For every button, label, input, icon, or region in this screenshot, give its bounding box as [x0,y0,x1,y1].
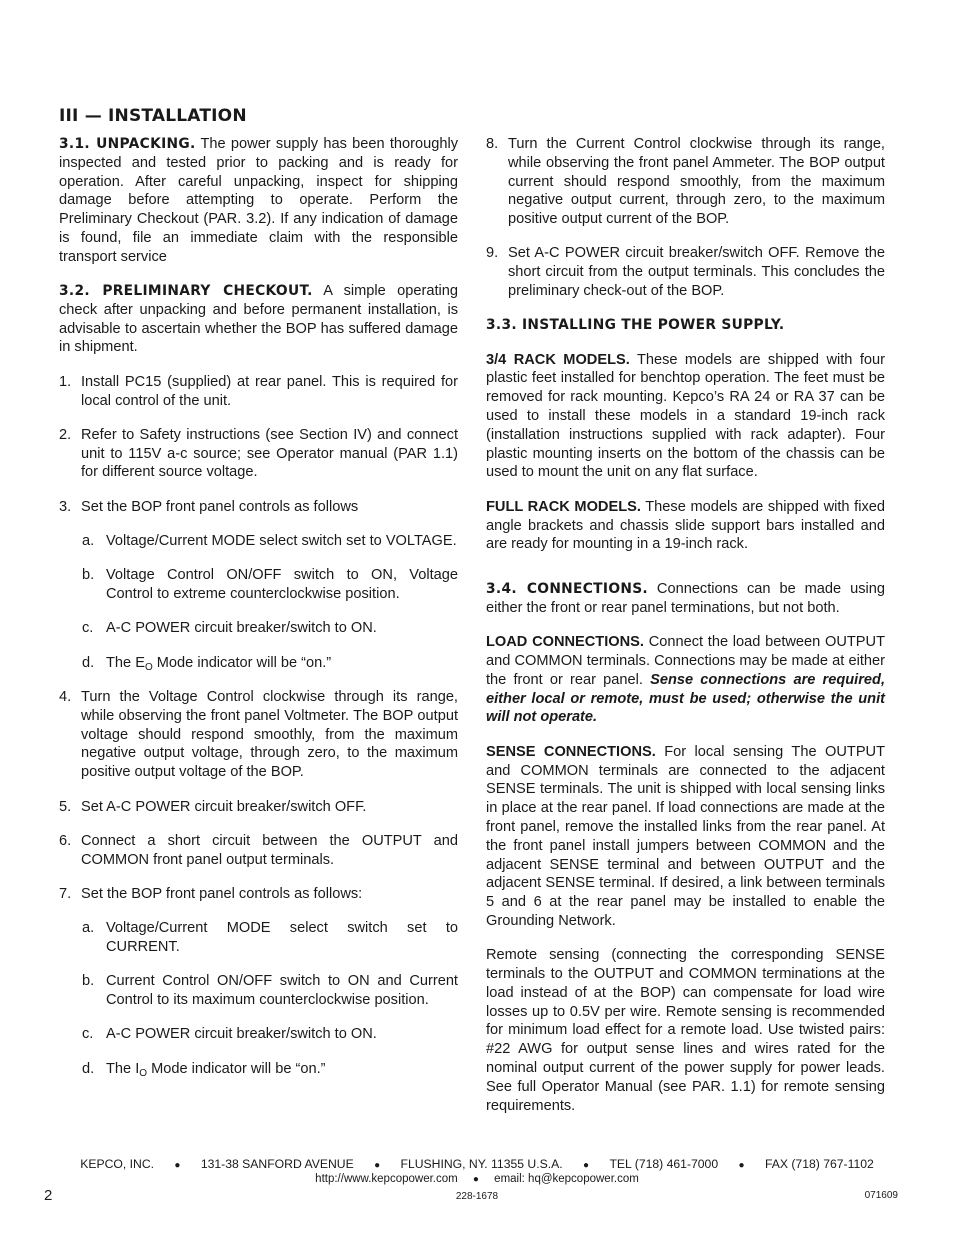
document-date-code: 071609 [864,1190,898,1201]
warning-load-connections: Sense connections are required, either local or remote, must be used; otherwise the unit will not operate. [486,671,885,726]
sub-step-letter: c. [82,1026,94,1043]
step-7 [59,885,458,904]
sub-step-text-pre: The I [106,1060,140,1077]
bullet-icon: ● [374,1160,381,1171]
sub-step-text-post: Mode indicator will be “on.” [147,1060,326,1077]
footer-city: FLUSHING, NY. 11355 U.S.A. [400,1157,563,1171]
step-6 [59,832,458,870]
step-number: 9. [486,245,499,262]
heading-sense-connections: SENSE CONNECTIONS. [486,743,656,760]
paragraph-remote-sensing [486,946,885,1115]
sub-step-letter: d. [82,654,95,671]
text-connections: Connections can be made using either the front or rear panel terminations, but not both. [486,581,885,616]
step-2 [59,426,458,482]
sub-step-text: Current Control ON/OFF switch to ON and Current Control to its maximum counterclockwise position. [106,973,458,1009]
footer-contact-line [0,1173,954,1185]
step-5 [59,798,458,817]
step-1 [59,373,458,411]
step-text: Turn the Current Control clockwise through its range, while observing the front panel Ammeter. The BOP output current should respond smoothly, from the maximum negative output current, through zero, to the maximum positive output current of the BOP. [508,136,885,228]
paragraph-sense-connections [486,743,885,931]
sub-step-text: Voltage/Current MODE select switch set to VOLTAGE. [106,533,457,550]
bullet-icon: ● [472,1174,479,1185]
heading-rack-34: 3/4 RACK MODELS. [486,351,630,368]
bullet-icon: ● [174,1160,181,1171]
paragraph-installing [486,316,885,335]
bullet-icon: ● [583,1160,590,1171]
footer-email-link[interactable]: email: hq@kepcopower.com [494,1173,639,1185]
footer-company: KEPCO, INC. [80,1157,155,1171]
footer-part-number: 228-1678 [455,1191,499,1202]
heading-preliminary-checkout: 3.2. PRELIMINARY CHECKOUT. [59,283,313,300]
sub-step-letter: b. [82,567,95,584]
heading-load-connections: LOAD CONNECTIONS. [486,634,644,651]
heading-installing: 3.3. INSTALLING THE POWER SUPPLY. [486,317,785,334]
sub-step-letter: a. [82,533,95,550]
text-full-rack: These models are shipped with fixed angle brackets and chassis slide support bars installed and are ready for mounting in a 19-inch rack. [486,498,885,553]
paragraph-preliminary-checkout [59,282,458,357]
step-number: 6. [59,832,72,849]
step-text: Set A-C POWER circuit breaker/switch OFF. [81,798,367,815]
text-sense-connections: For local sensing The OUTPUT and COMMON terminals are connected to the adjacent SENSE terminals. The unit is shipped with local sensing links in place at the rear panel. If load connections are made at the front panel, remove the installed links from the rear panel. At the front panel install jumpers between COMMON and the adjacent SENSE terminal and between OUTPUT and the adjacent SENSE terminal. If desired, a link between terminals 5 and 6 at the rear panel may be installed to enable the Grounding Network. [486,743,886,929]
paragraph-unpacking [59,135,458,267]
footer-address-line [0,1157,954,1171]
step-text: Turn the Voltage Control clockwise through its range, while observing the front panel Voltmeter. The BOP output voltage should respond smoothly, from the maximum negative output voltage, through zero, to the maximum positive output voltage of the BOP. [81,689,458,781]
step-text: Refer to Safety instructions (see Section IV) and connect unit to 115V a-c source; see Operator manual (PAR 1.1) for different source voltage. [81,426,458,481]
step-number: 1. [59,373,72,390]
sub-step-text-pre: The E [106,654,145,671]
step-number: 8. [486,136,499,152]
sub-step-letter: d. [82,1060,95,1077]
sub-step-text: A-C POWER circuit breaker/switch to ON. [106,620,377,637]
step-text: Connect a short circuit between the OUTPUT and COMMON front panel output terminals. [81,832,458,868]
sub-step-text: A-C POWER circuit breaker/switch to ON. [106,1026,377,1043]
step-9 [486,244,885,300]
heading-full-rack: FULL RACK MODELS. [486,498,641,515]
bullet-icon: ● [738,1160,745,1171]
text-unpacking: The power supply has been thoroughly inspected and tested prior to packing and is ready for operation. After careful unpacking, inspect for shipping damage before attempting to operate. Perform the Preliminary Checkout (PAR. 3.2). If any indication of damage is found, file an immediate claim with the responsible transport service [59,136,459,265]
step-3-sub-d [59,654,458,673]
step-number: 3. [59,498,72,515]
step-text: Set the BOP front panel controls as follows [81,498,359,515]
footer-web-link[interactable]: http://www.kepcopower.com [315,1173,458,1185]
step-3-sub-b [59,566,458,604]
text-rack-34: These models are shipped with four plastic feet installed for benchtop operation. The feet must be removed for rack mounting. Kepco’s RA 24 or RA 37 can be used to install these models in a standard 19-inch rack (installation instructions supplied with rack adapter). Four plastic mounting inserts on the bottom of the chassis can be used to mount the unit on any flat surface. [486,351,885,481]
sub-step-text: Voltage/Current MODE select switch set to CURRENT. [106,920,458,955]
sub-step-text [106,1061,326,1077]
paragraph-rack-34 [486,351,885,483]
sub-step-text-post: Mode indicator will be “on.” [152,654,332,671]
sub-step-letter: a. [82,920,95,937]
sub-step-text: Voltage Control ON/OFF switch to ON, Voltage Control to extreme counterclockwise position. [106,567,458,603]
step-3 [59,498,458,517]
step-text: Install PC15 (supplied) at rear panel. This is required for local control of the unit. [81,373,458,409]
step-7-sub-a [59,919,458,957]
paragraph-full-rack [486,498,885,554]
step-text: Set A-C POWER circuit breaker/switch OFF. Remove the short circuit from the output terminals. This concludes the preliminary check-out of the BOP. [508,245,885,300]
heading-connections: 3.4. CONNECTIONS. [486,581,648,598]
step-3-sub-c [59,619,458,638]
text-load-connections: Connect the load between OUTPUT and COMMON terminals. Connections may be made at either the front or rear panel. [486,634,885,688]
text-preliminary-checkout: A simple operating check after unpacking and before permanent installation, is advisable to ascertain whether the BOP has suffered damage in shipment. [59,283,459,356]
heading-unpacking: 3.1. UNPACKING. [59,136,196,152]
section-title: III — INSTALLATION [59,106,247,126]
right-column [486,135,885,1131]
left-column [59,135,458,1094]
step-7-sub-d [59,1060,458,1079]
step-number: 4. [59,689,72,706]
step-7-sub-c [59,1025,458,1044]
footer-fax: FAX (718) 767-1102 [764,1157,874,1171]
step-number: 2. [59,426,72,443]
step-3-sub-a [59,532,458,551]
paragraph-load-connections [486,633,885,727]
sub-step-text [106,655,331,671]
subscript: O [139,1067,148,1079]
footer-tel: TEL (718) 461-7000 [609,1157,719,1171]
step-number: 7. [59,885,72,902]
step-text: Set the BOP front panel controls as follows: [81,885,363,902]
sub-step-letter: b. [82,973,95,990]
page-number: 2 [44,1187,53,1204]
footer-address: 131-38 SANFORD AVENUE [200,1157,354,1171]
step-7-sub-b [59,972,458,1010]
step-4 [59,688,458,782]
sub-step-letter: c. [82,620,94,637]
step-8 [486,135,885,229]
text-remote-sensing: Remote sensing (connecting the corresponding SENSE terminals to the OUTPUT and COMMON terminations at the load instead of at the BOP) can compensate for load wire losses up to 0.5V per wire. Remote sensing is recommended for minimum load effect for a remote load. Use twisted pairs: #22 AWG for output sense lines and wires rated for the nominal output current of the power supply for power leads. See full Operator Manual (see PAR. 1.1) for remote sensing requirements. [486,947,885,1114]
paragraph-connections [486,580,885,618]
subscript: O [144,661,153,673]
step-number: 5. [59,798,72,815]
